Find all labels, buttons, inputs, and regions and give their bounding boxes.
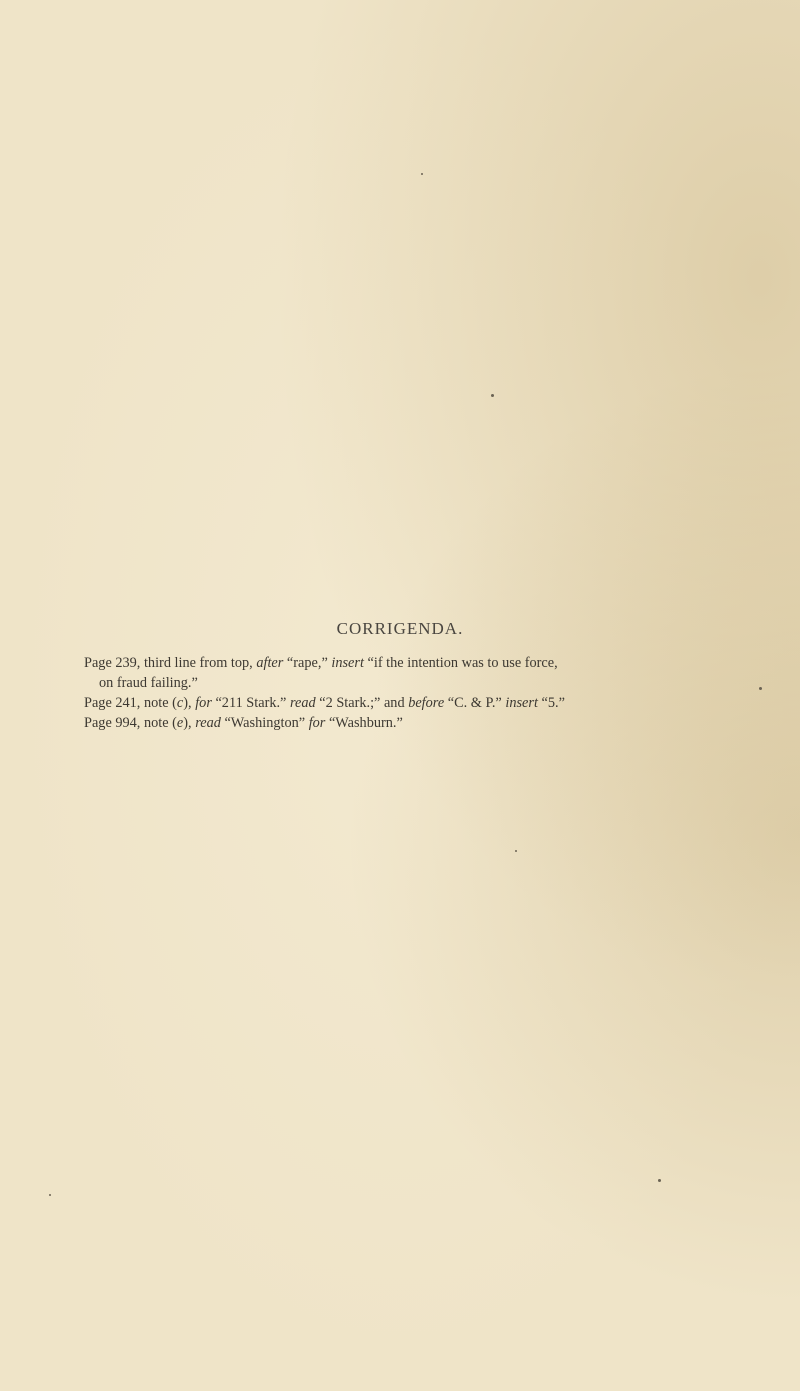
entry-continuation: on fraud failing.” <box>99 675 198 691</box>
page-heading: CORRIGENDA. <box>336 619 464 638</box>
text-run: for <box>195 695 212 711</box>
corrigendum-entry-2 <box>84 693 744 713</box>
text-run: “if the intention was to use force, <box>363 655 558 671</box>
text-run: c <box>176 695 184 711</box>
text-run: “5.” <box>537 695 565 711</box>
text-run: read <box>195 715 221 731</box>
entry-line <box>84 655 558 671</box>
text-run: “211 Stark.” <box>211 695 290 711</box>
paper-speck <box>49 1194 51 1196</box>
corrigenda-list <box>84 653 744 733</box>
text-run: Page 994, note ( <box>84 715 177 731</box>
text-run: before <box>408 695 445 711</box>
paper-speck <box>421 173 423 175</box>
corrigendum-entry-1 <box>84 653 744 693</box>
paper-speck <box>759 687 762 690</box>
paper-speck <box>658 1179 661 1182</box>
paper-speck <box>491 394 494 397</box>
text-run: insert <box>505 695 538 711</box>
text-run: read <box>289 695 316 711</box>
text-run: insert <box>331 655 364 671</box>
text-run: “C. & P.” <box>444 695 506 711</box>
text-run: Page 241, note ( <box>84 695 177 711</box>
text-run: “Washburn.” <box>325 715 403 731</box>
text-run: after <box>256 655 284 671</box>
paper-speck <box>515 850 517 852</box>
text-run: for <box>308 715 326 731</box>
text-run: Page 239, third line from top, <box>84 655 257 671</box>
text-run: e <box>176 715 184 731</box>
text-run: “rape,” <box>283 655 332 671</box>
corrigendum-entry-3 <box>84 713 744 733</box>
text-run: “Washington” <box>220 715 309 731</box>
text-run: ), <box>183 715 196 731</box>
text-run: “2 Stark.;” and <box>315 695 409 711</box>
text-run: ), <box>183 695 196 711</box>
